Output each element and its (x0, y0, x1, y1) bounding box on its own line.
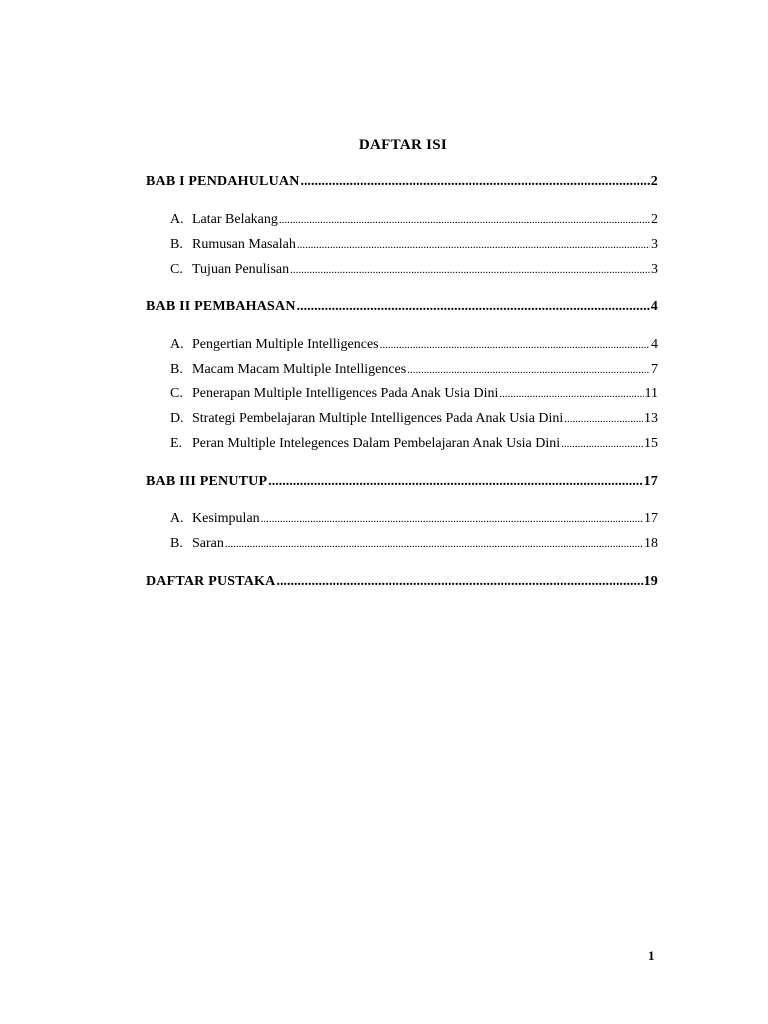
section-letter: B. (170, 362, 183, 377)
dot-leader (276, 574, 642, 590)
chapter-page-number: 19 (643, 574, 658, 589)
section-letter: C. (170, 262, 183, 277)
section-label: Tujuan Penulisan (192, 262, 290, 277)
toc-section-2e[interactable] (146, 436, 658, 456)
dot-leader (380, 337, 650, 353)
chapter-label: DAFTAR PUSTAKA (146, 574, 276, 589)
section-letter: C. (170, 386, 183, 401)
section-label: Latar Belakang (192, 212, 278, 227)
section-label: Macam Macam Multiple Intelligences (192, 362, 407, 377)
section-letter: D. (170, 411, 184, 426)
section-letter: A. (170, 212, 184, 227)
toc-chapter-bibliography[interactable] (146, 574, 658, 594)
section-letter: B. (170, 237, 183, 252)
dot-leader (499, 386, 643, 402)
chapter-page-number: 2 (650, 174, 658, 189)
section-page-number: 17 (644, 511, 658, 526)
toc-title: DAFTAR ISI (358, 137, 448, 153)
section-page-number: 3 (651, 262, 658, 277)
section-letter: B. (170, 536, 183, 551)
dot-leader (564, 411, 643, 427)
section-page-number: 15 (644, 436, 658, 451)
toc-section-2b[interactable] (146, 362, 658, 382)
dot-leader (268, 474, 642, 490)
section-letter: A. (170, 337, 184, 352)
section-page-number: 18 (644, 536, 658, 551)
dot-leader (301, 174, 650, 190)
section-page-number: 4 (651, 337, 658, 352)
toc-section-1a[interactable] (146, 212, 658, 232)
section-page-number: 11 (644, 386, 658, 401)
section-label: Penerapan Multiple Intelligences Pada Anak Usia Dini (192, 386, 499, 401)
toc-chapter-1[interactable] (146, 174, 658, 194)
section-page-number: 3 (651, 237, 658, 252)
dot-leader (297, 299, 650, 315)
toc-section-3a[interactable] (146, 511, 658, 531)
footer-page-number: 1 (648, 948, 655, 963)
toc-section-1c[interactable] (146, 262, 658, 282)
dot-leader (407, 362, 650, 378)
section-label: Peran Multiple Intelegences Dalam Pembelajaran Anak Usia Dini (192, 436, 561, 451)
toc-section-1b[interactable] (146, 237, 658, 257)
dot-leader (261, 511, 643, 527)
section-label: Saran (192, 536, 224, 551)
section-page-number: 13 (644, 411, 658, 426)
dot-leader (279, 212, 650, 228)
section-label: Strategi Pembelajaran Multiple Intelligences Pada Anak Usia Dini (192, 411, 564, 426)
toc-chapter-3[interactable] (146, 474, 658, 494)
section-page-number: 2 (651, 212, 658, 227)
chapter-page-number: 4 (650, 299, 658, 314)
dot-leader (225, 536, 643, 552)
toc-section-2d[interactable] (146, 411, 658, 431)
toc-section-2a[interactable] (146, 337, 658, 357)
chapter-label: BAB II PEMBAHASAN (146, 299, 296, 314)
section-label: Rumusan Masalah (192, 237, 296, 252)
toc-section-2c[interactable] (146, 386, 658, 406)
section-label: Kesimpulan (192, 511, 260, 526)
dot-leader (561, 436, 643, 452)
chapter-label: BAB III PENUTUP (146, 474, 268, 489)
chapter-label: BAB I PENDAHULUAN (146, 174, 300, 189)
chapter-page-number: 17 (643, 474, 658, 489)
section-letter: E. (170, 436, 183, 451)
toc-section-3b[interactable] (146, 536, 658, 556)
section-page-number: 7 (651, 362, 658, 377)
dot-leader (290, 262, 650, 278)
toc-chapter-2[interactable] (146, 299, 658, 319)
section-label: Pengertian Multiple Intelligences (192, 337, 379, 352)
section-letter: A. (170, 511, 184, 526)
dot-leader (297, 237, 650, 253)
